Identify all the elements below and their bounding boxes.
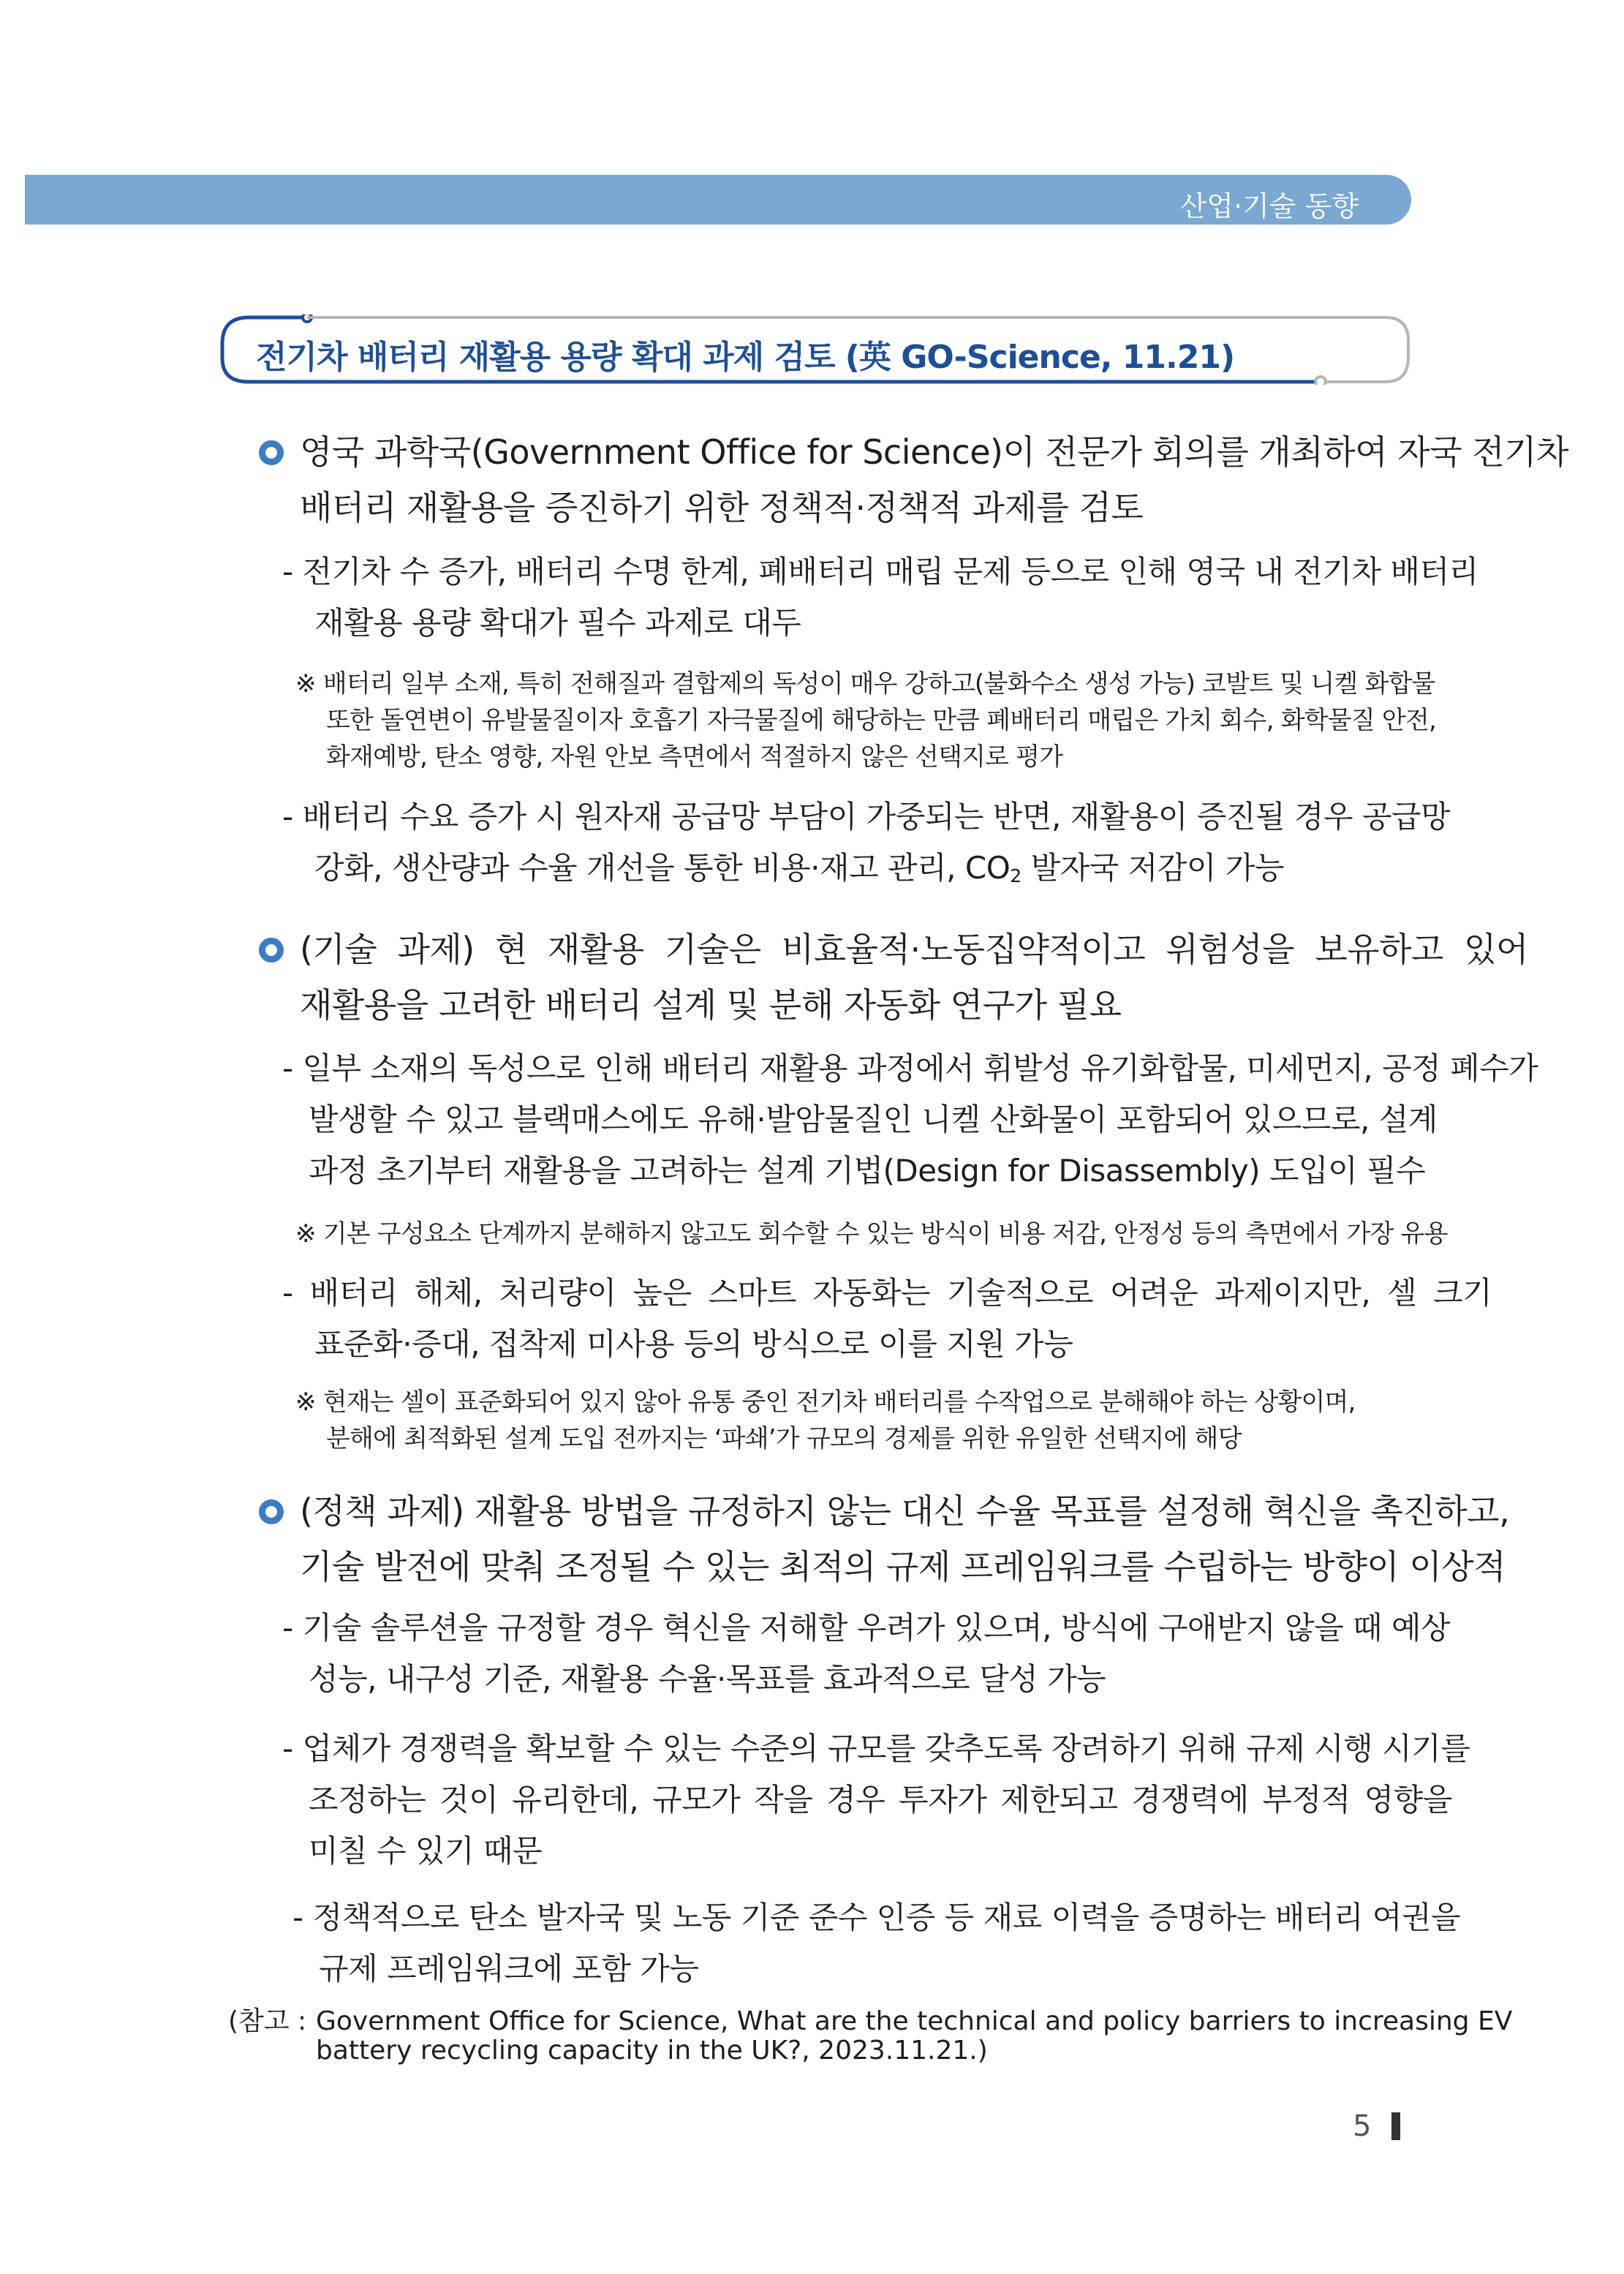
block-1-item-2: - 배터리 수요 증가 시 원자재 공급망 부담이 가중되는 반면, 재활용이 증진될 경우 공급망 강화, 생산량과 수율 개선을 통한 비용·재고 관리, $CO_2$ 발자국 저감이 가능 xyxy=(282,799,1451,887)
block-3-heading: (정책 과제) 재활용 방법을 규정하지 않는 대신 수율 목표를 설정해 혁신을 촉진하고, 기술 발전에 맞춰 조정될 수 있는 최적의 규제 프레임워크를 수립하는 방향이 이상적 xyxy=(300,1491,1510,1586)
block-1-item-1: - 전기차 수 증가, 배터리 수명 한계, 폐배터리 매립 문제 등으로 인해 영국 내 전기차 배터리 재활용 용량 확대가 필수 과제로 대두 xyxy=(282,554,1478,641)
bullet-ring-icon xyxy=(259,938,284,963)
block-1-note-1: ※ 배터리 일부 소재, 특히 전해질과 결합제의 독성이 매우 강하고(불화수소 생성 가능) 코발트 및 니켈 화합물 또한 돌연변이 유발물질이자 호흡기 자극물질에 해당하는 만큼 폐배터리 매립은 가치 회수, 화학물질 안전, 화재예방, 탄소 영향, 자원 안보 측면에서 적절하지 않은 선택지로 평가 xyxy=(295,669,1436,772)
reference-label: (참고 : xyxy=(228,2006,307,2036)
block-3-item-2: - 업체가 경쟁력을 확보할 수 있는 수준의 규모를 갖추도록 장려하기 위해 규제 시행 시기를 조정하는 것이 유리한데, 규모가 작을 경우 투자가 제한되고 경쟁력에 부정적 영향을 미칠 수 있기 때문 xyxy=(282,1731,1470,1869)
section-label: 산업·기술 동향 xyxy=(1179,190,1359,222)
bullet-ring-icon xyxy=(259,1499,284,1524)
block-3-item-1: - 기술 솔루션을 규정할 경우 혁신을 저해할 우려가 있으며, 방식에 구애받지 않을 때 예상 성능, 내구성 기준, 재활용 수율·목표를 효과적으로 달성 가능 xyxy=(282,1610,1451,1697)
section-header-band xyxy=(25,175,1411,225)
page-number-bar xyxy=(1391,2112,1400,2140)
block-2-note-2: ※ 현재는 셀이 표준화되어 있지 않아 유통 중인 전기차 배터리를 수작업으로 분해해야 하는 상황이며, 분해에 최적화된 설계 도입 전까지는 ‘파쇄’가 규모의 경제를 위한 유일한 선택지에 해당 xyxy=(295,1388,1356,1453)
block-2-item-1: - 일부 소재의 독성으로 인해 배터리 재활용 과정에서 휘발성 유기화합물, 미세먼지, 공정 폐수가 발생할 수 있고 블랙매스에도 유해·발암물질인 니켈 산화물이 포함되어 있으므로, 설계 과정 초기부터 재활용을 고려하는 설계 기법(Design for Disassembly) 도입이 필수 xyxy=(282,1050,1538,1189)
page-number: 5 xyxy=(1353,2109,1372,2143)
document-title: 전기차 배터리 재활용 용량 확대 과제 검토 (英 GO-Science, 11.21) xyxy=(256,339,1235,376)
reference-citation: Government Office for Science, What are the technical and policy barriers to increasing EV battery recycling capacity in the UK?, 2023.11.21.) xyxy=(316,2006,1513,2066)
block-3-item-3: - 정책적으로 탄소 발자국 및 노동 기준 준수 인증 등 재료 이력을 증명하는 배터리 여권을 규제 프레임워크에 포함 가능 xyxy=(292,1900,1461,1987)
block-1-heading: 영국 과학국(Government Office for Science)이 전문가 회의를 개최하여 자국 전기차 배터리 재활용을 증진하기 위한 정책적·정책적 과제를 검토 xyxy=(300,432,1569,527)
bullet-ring-icon xyxy=(259,440,284,465)
block-2-item-2: - 배터리 해체, 처리량이 높은 스마트 자동화는 기술적으로 어려운 과제이지만, 셀 크기 표준화·증대, 접착제 미사용 등의 방식으로 이를 지원 가능 xyxy=(282,1275,1492,1362)
block-2-note-1: ※ 기본 구성요소 단계까지 분해하지 않고도 회수할 수 있는 방식이 비용 저감, 안정성 등의 측면에서 가장 유용 xyxy=(295,1219,1448,1249)
block-2-heading: (기술 과제) 현 재활용 기술은 비효율적·노동집약적이고 위험성을 보유하고 있어 재활용을 고려한 배터리 설계 및 분해 자동화 연구가 필요 xyxy=(300,930,1528,1025)
